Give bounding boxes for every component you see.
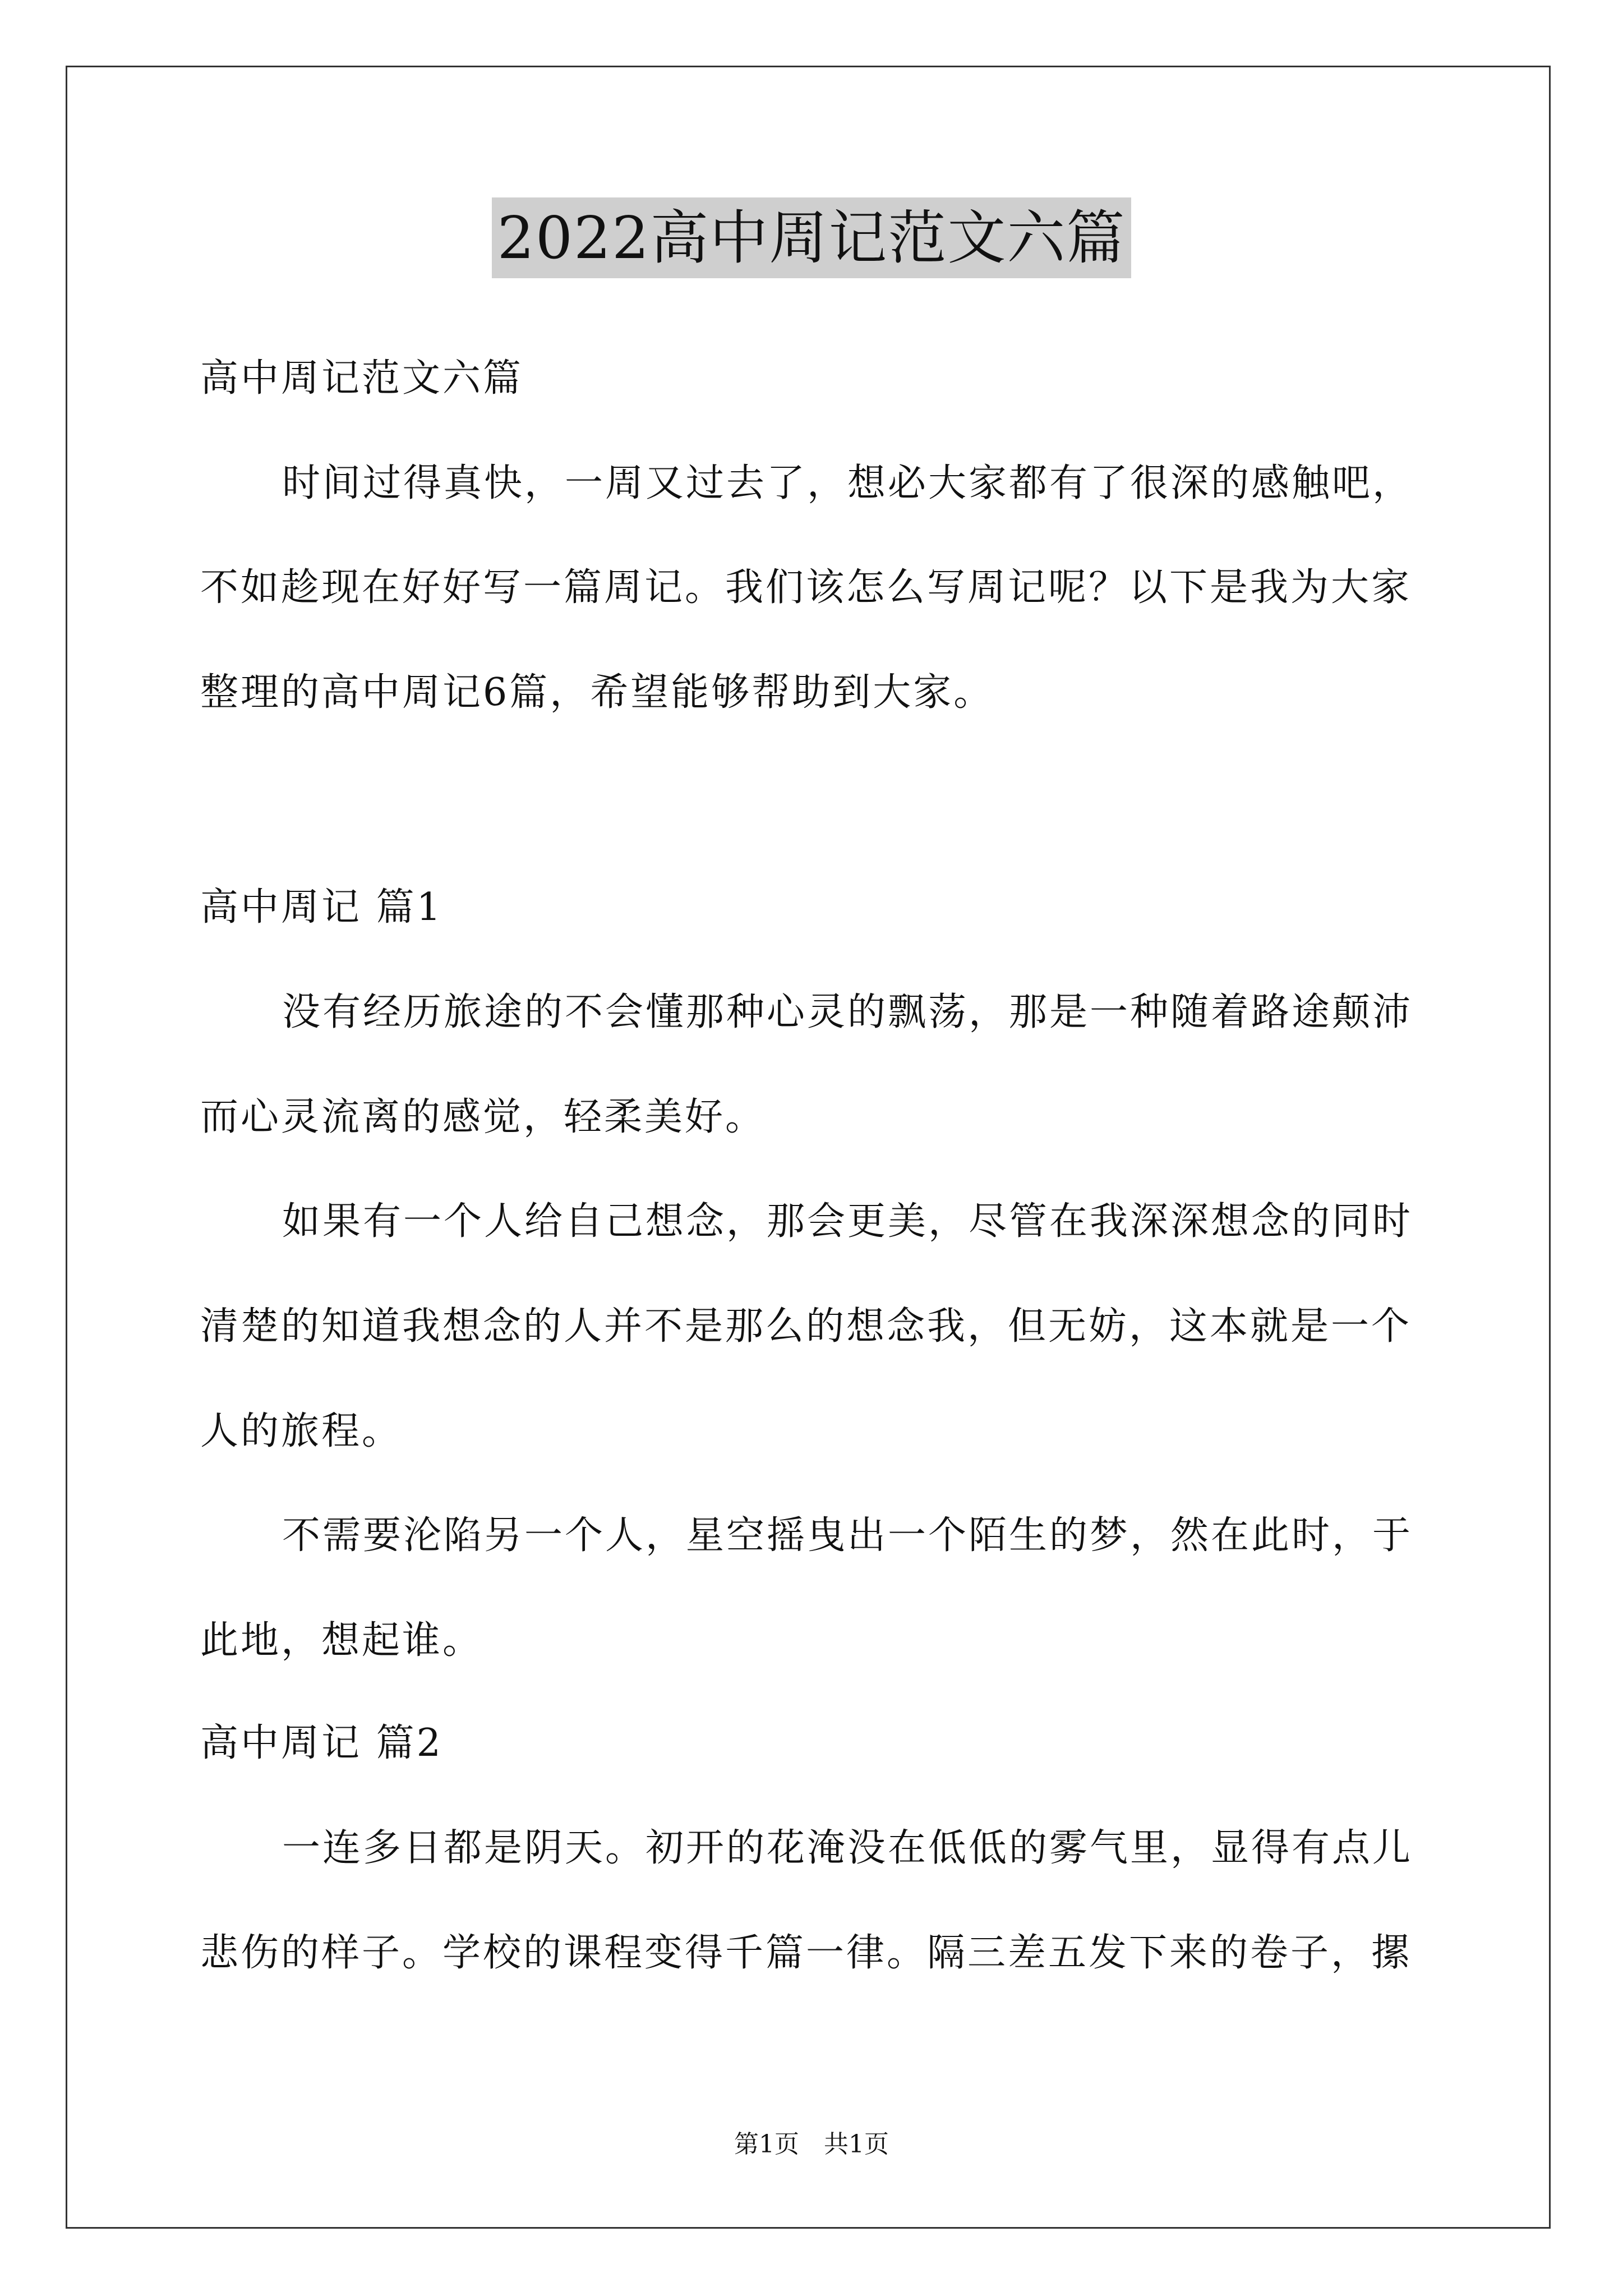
paragraph-line: 清楚的知道我想念的人并不是那么的想念我，但无妨，这本就是一个 xyxy=(200,1304,1412,1349)
paragraph-line: 不需要沦陷另一个人，星空摇曳出一个陌生的梦，然在此时，于 xyxy=(282,1513,1413,1558)
section-heading-2: 高中周记 篇2 xyxy=(200,1721,443,1765)
page-footer: 第1页 共1页 xyxy=(734,2130,889,2159)
intro-line: 不如趁现在好好写一篇周记。我们该怎么写周记呢？以下是我为大家 xyxy=(200,565,1412,610)
intro-line: 整理的高中周记6篇，希望能够帮助到大家。 xyxy=(200,670,994,715)
title-container xyxy=(0,197,1623,278)
paragraph-line: 如果有一个人给自己想念，那会更美，尽管在我深深想念的同时 xyxy=(282,1199,1413,1244)
document-title: 2022高中周记范文六篇 xyxy=(492,197,1132,278)
intro-line: 时间过得真快，一周又过去了，想必大家都有了很深的感触吧， xyxy=(282,461,1413,505)
paragraph-line: 没有经历旅途的不会懂那种心灵的飘荡，那是一种随着路途颠沛 xyxy=(282,990,1413,1034)
paragraph-line: 而心灵流离的感觉，轻柔美好。 xyxy=(200,1095,766,1139)
paragraph-line: 此地，想起谁。 xyxy=(200,1618,483,1663)
section-heading-1: 高中周记 篇1 xyxy=(200,885,443,930)
paragraph-line: 人的旅程。 xyxy=(200,1409,403,1453)
paragraph-line: 一连多日都是阴天。初开的花淹没在低低的雾气里，显得有点儿 xyxy=(282,1826,1413,1870)
document-subtitle: 高中周记范文六篇 xyxy=(200,356,524,401)
paragraph-line: 悲伤的样子。学校的课程变得千篇一律。隔三差五发下来的卷子，摞 xyxy=(200,1931,1412,1975)
